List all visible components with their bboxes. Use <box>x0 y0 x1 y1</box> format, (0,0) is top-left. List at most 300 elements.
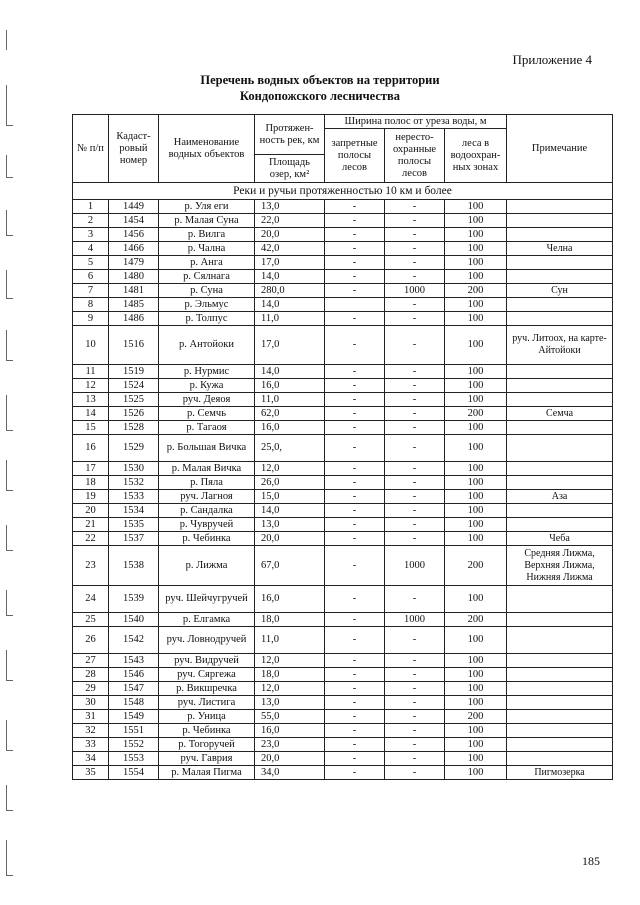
water-protection-width: 100 <box>445 214 507 228</box>
forbidden-width: - <box>325 379 385 393</box>
note: Средняя Лижма, Верхняя Лижма, Нижняя Лижма <box>507 546 613 586</box>
forbidden-width <box>325 298 385 312</box>
water-object-name: р. Чална <box>159 242 255 256</box>
row-number: 16 <box>73 435 109 462</box>
row-number: 19 <box>73 490 109 504</box>
forbidden-width: - <box>325 284 385 298</box>
water-object-name: р. Толпус <box>159 312 255 326</box>
spawning-width: - <box>385 490 445 504</box>
water-protection-width: 100 <box>445 476 507 490</box>
row-number: 1 <box>73 200 109 214</box>
forbidden-width: - <box>325 393 385 407</box>
table-row <box>73 214 613 228</box>
river-length: 34,0 <box>255 766 325 780</box>
forbidden-width: - <box>325 627 385 654</box>
spawning-width: - <box>385 766 445 780</box>
water-object-name: р. Лижма <box>159 546 255 586</box>
spawning-width: - <box>385 518 445 532</box>
cadastral-number: 1543 <box>109 654 159 668</box>
note <box>507 586 613 613</box>
water-object-name: р. Сялнага <box>159 270 255 284</box>
section-row <box>73 183 613 200</box>
spawning-width: - <box>385 682 445 696</box>
row-number: 13 <box>73 393 109 407</box>
river-length: 18,0 <box>255 613 325 627</box>
table-row <box>73 613 613 627</box>
water-protection-width: 100 <box>445 490 507 504</box>
river-length: 20,0 <box>255 532 325 546</box>
cadastral-number: 1528 <box>109 421 159 435</box>
water-object-name: р. Чебинка <box>159 724 255 738</box>
note <box>507 696 613 710</box>
title-line-2: Кондопожского лесничества <box>239 89 401 103</box>
water-object-name: р. Нурмис <box>159 365 255 379</box>
water-object-name: р. Кужа <box>159 379 255 393</box>
table-row <box>73 462 613 476</box>
forbidden-width: - <box>325 256 385 270</box>
cadastral-number: 1547 <box>109 682 159 696</box>
spawning-width: - <box>385 407 445 421</box>
table-row <box>73 379 613 393</box>
note <box>507 256 613 270</box>
cadastral-number: 1538 <box>109 546 159 586</box>
note <box>507 214 613 228</box>
row-number: 17 <box>73 462 109 476</box>
river-length: 26,0 <box>255 476 325 490</box>
note <box>507 298 613 312</box>
table-row <box>73 284 613 298</box>
water-object-name: руч. Шейчугручей <box>159 586 255 613</box>
river-length: 62,0 <box>255 407 325 421</box>
row-number: 5 <box>73 256 109 270</box>
spawning-width: - <box>385 654 445 668</box>
cadastral-number: 1533 <box>109 490 159 504</box>
water-protection-width: 100 <box>445 421 507 435</box>
note <box>507 504 613 518</box>
cadastral-number: 1537 <box>109 532 159 546</box>
river-length: 17,0 <box>255 326 325 365</box>
row-number: 8 <box>73 298 109 312</box>
water-object-name: р. Сандалка <box>159 504 255 518</box>
spawning-width: - <box>385 379 445 393</box>
river-length: 15,0 <box>255 490 325 504</box>
river-length: 55,0 <box>255 710 325 724</box>
spawning-width: - <box>385 627 445 654</box>
water-object-name: руч. Деяоя <box>159 393 255 407</box>
river-length: 280,0 <box>255 284 325 298</box>
row-number: 21 <box>73 518 109 532</box>
spawning-width: - <box>385 214 445 228</box>
water-object-name: р. Уля еги <box>159 200 255 214</box>
cadastral-number: 1479 <box>109 256 159 270</box>
cadastral-number: 1519 <box>109 365 159 379</box>
table-row <box>73 407 613 421</box>
water-object-name: р. Суна <box>159 284 255 298</box>
table-row <box>73 228 613 242</box>
forbidden-width: - <box>325 668 385 682</box>
forbidden-width: - <box>325 490 385 504</box>
cadastral-number: 1530 <box>109 462 159 476</box>
water-object-name: р. Малая Вичка <box>159 462 255 476</box>
forbidden-width: - <box>325 504 385 518</box>
water-protection-width: 100 <box>445 379 507 393</box>
table-row <box>73 476 613 490</box>
river-length: 11,0 <box>255 627 325 654</box>
spawning-width: - <box>385 668 445 682</box>
water-protection-width: 100 <box>445 256 507 270</box>
water-protection-width: 100 <box>445 738 507 752</box>
note <box>507 724 613 738</box>
document-title <box>0 72 640 104</box>
water-object-name: р. Чувручей <box>159 518 255 532</box>
spawning-width: - <box>385 242 445 256</box>
note <box>507 435 613 462</box>
forbidden-width: - <box>325 532 385 546</box>
row-number: 12 <box>73 379 109 393</box>
cadastral-number: 1480 <box>109 270 159 284</box>
spawning-width: - <box>385 200 445 214</box>
row-number: 33 <box>73 738 109 752</box>
title-line-1: Перечень водных объектов на территории <box>200 73 440 87</box>
cadastral-number: 1539 <box>109 586 159 613</box>
cadastral-number: 1526 <box>109 407 159 421</box>
water-object-name: р. Эльмус <box>159 298 255 312</box>
water-protection-width: 100 <box>445 365 507 379</box>
table-row <box>73 298 613 312</box>
table-row <box>73 200 613 214</box>
water-object-name: р. Чебинка <box>159 532 255 546</box>
cadastral-number: 1449 <box>109 200 159 214</box>
cadastral-number: 1542 <box>109 627 159 654</box>
river-length: 16,0 <box>255 379 325 393</box>
cadastral-number: 1485 <box>109 298 159 312</box>
forbidden-width: - <box>325 270 385 284</box>
row-number: 29 <box>73 682 109 696</box>
row-number: 10 <box>73 326 109 365</box>
cadastral-number: 1466 <box>109 242 159 256</box>
note <box>507 682 613 696</box>
row-number: 23 <box>73 546 109 586</box>
binding-marks <box>6 30 18 880</box>
header-forbidden: запретные полосы лесов <box>325 129 385 183</box>
river-length: 12,0 <box>255 682 325 696</box>
river-length: 16,0 <box>255 421 325 435</box>
header-width-group: Ширина полос от уреза воды, м <box>325 115 507 129</box>
water-object-name: р. Анга <box>159 256 255 270</box>
water-object-name: р. Уница <box>159 710 255 724</box>
table-row <box>73 365 613 379</box>
forbidden-width: - <box>325 738 385 752</box>
river-length: 67,0 <box>255 546 325 586</box>
table-row <box>73 256 613 270</box>
river-length: 16,0 <box>255 724 325 738</box>
water-objects-table <box>72 114 613 780</box>
row-number: 27 <box>73 654 109 668</box>
note <box>507 365 613 379</box>
note: Аза <box>507 490 613 504</box>
water-protection-width: 100 <box>445 504 507 518</box>
cadastral-number: 1486 <box>109 312 159 326</box>
note <box>507 613 613 627</box>
note <box>507 654 613 668</box>
note <box>507 270 613 284</box>
water-object-name: р. Тагаоя <box>159 421 255 435</box>
water-protection-width: 100 <box>445 627 507 654</box>
header-spawning: нересто-охранные полосы лесов <box>385 129 445 183</box>
table-row <box>73 710 613 724</box>
note: Семча <box>507 407 613 421</box>
table-row <box>73 766 613 780</box>
table-row <box>73 738 613 752</box>
river-length: 23,0 <box>255 738 325 752</box>
forbidden-width: - <box>325 200 385 214</box>
row-number: 30 <box>73 696 109 710</box>
header-area: Площадь озер, км² <box>255 155 325 183</box>
spawning-width: - <box>385 462 445 476</box>
note <box>507 312 613 326</box>
row-number: 28 <box>73 668 109 682</box>
row-number: 31 <box>73 710 109 724</box>
cadastral-number: 1532 <box>109 476 159 490</box>
water-protection-width: 100 <box>445 682 507 696</box>
header-note: Примечание <box>507 115 613 183</box>
row-number: 35 <box>73 766 109 780</box>
row-number: 9 <box>73 312 109 326</box>
cadastral-number: 1551 <box>109 724 159 738</box>
forbidden-width: - <box>325 724 385 738</box>
spawning-width: - <box>385 752 445 766</box>
table-row <box>73 696 613 710</box>
forbidden-width: - <box>325 326 385 365</box>
spawning-width: - <box>385 532 445 546</box>
water-object-name: руч. Листига <box>159 696 255 710</box>
table-row <box>73 326 613 365</box>
river-length: 14,0 <box>255 504 325 518</box>
row-number: 32 <box>73 724 109 738</box>
water-protection-width: 100 <box>445 724 507 738</box>
cadastral-number: 1535 <box>109 518 159 532</box>
forbidden-width: - <box>325 462 385 476</box>
river-length: 25,0, <box>255 435 325 462</box>
note <box>507 752 613 766</box>
river-length: 42,0 <box>255 242 325 256</box>
water-protection-width: 100 <box>445 654 507 668</box>
spawning-width: - <box>385 228 445 242</box>
table-row <box>73 421 613 435</box>
spawning-width: - <box>385 586 445 613</box>
note: Челна <box>507 242 613 256</box>
cadastral-number: 1529 <box>109 435 159 462</box>
river-length: 12,0 <box>255 462 325 476</box>
row-number: 20 <box>73 504 109 518</box>
row-number: 4 <box>73 242 109 256</box>
spawning-width: - <box>385 326 445 365</box>
water-protection-width: 100 <box>445 435 507 462</box>
river-length: 22,0 <box>255 214 325 228</box>
river-length: 16,0 <box>255 586 325 613</box>
water-object-name: р. Викшречка <box>159 682 255 696</box>
forbidden-width: - <box>325 214 385 228</box>
water-protection-width: 100 <box>445 326 507 365</box>
water-protection-width: 100 <box>445 752 507 766</box>
spawning-width: - <box>385 504 445 518</box>
water-object-name: р. Вилга <box>159 228 255 242</box>
note <box>507 462 613 476</box>
water-protection-width: 200 <box>445 546 507 586</box>
note <box>507 200 613 214</box>
cadastral-number: 1540 <box>109 613 159 627</box>
water-protection-width: 100 <box>445 312 507 326</box>
table-row <box>73 435 613 462</box>
forbidden-width: - <box>325 476 385 490</box>
cadastral-number: 1546 <box>109 668 159 682</box>
water-protection-width: 200 <box>445 284 507 298</box>
river-length: 11,0 <box>255 312 325 326</box>
water-protection-width: 100 <box>445 242 507 256</box>
row-number: 18 <box>73 476 109 490</box>
spawning-width: 1000 <box>385 284 445 298</box>
river-length: 20,0 <box>255 228 325 242</box>
cadastral-number: 1549 <box>109 710 159 724</box>
note: руч. Литоох, на карте-Айтойоки <box>507 326 613 365</box>
table-row <box>73 752 613 766</box>
forbidden-width: - <box>325 710 385 724</box>
water-object-name: руч. Видручей <box>159 654 255 668</box>
water-object-name: р. Пяла <box>159 476 255 490</box>
table-row <box>73 586 613 613</box>
row-number: 7 <box>73 284 109 298</box>
table-row <box>73 668 613 682</box>
forbidden-width: - <box>325 682 385 696</box>
table-row <box>73 654 613 668</box>
note <box>507 421 613 435</box>
water-object-name: р. Семчь <box>159 407 255 421</box>
spawning-width: - <box>385 393 445 407</box>
water-protection-width: 100 <box>445 668 507 682</box>
note <box>507 738 613 752</box>
spawning-width: - <box>385 298 445 312</box>
water-protection-width: 100 <box>445 766 507 780</box>
note <box>507 668 613 682</box>
forbidden-width: - <box>325 766 385 780</box>
table-row <box>73 518 613 532</box>
row-number: 11 <box>73 365 109 379</box>
header-cadastral: Кадаст-ровый номер <box>109 115 159 183</box>
water-protection-width: 100 <box>445 200 507 214</box>
spawning-width: - <box>385 724 445 738</box>
spawning-width: - <box>385 256 445 270</box>
table-row <box>73 312 613 326</box>
note: Пигмозерка <box>507 766 613 780</box>
row-number: 2 <box>73 214 109 228</box>
water-object-name: р. Елгамка <box>159 613 255 627</box>
forbidden-width: - <box>325 407 385 421</box>
header-length: Протяжен-ность рек, км <box>255 115 325 155</box>
forbidden-width: - <box>325 228 385 242</box>
water-protection-width: 100 <box>445 586 507 613</box>
water-object-name: руч. Лагноя <box>159 490 255 504</box>
water-protection-width: 100 <box>445 462 507 476</box>
forbidden-width: - <box>325 421 385 435</box>
note <box>507 228 613 242</box>
table-row <box>73 627 613 654</box>
water-protection-width: 200 <box>445 710 507 724</box>
cadastral-number: 1554 <box>109 766 159 780</box>
section-title: Реки и ручьи протяженностью 10 км и более <box>73 183 613 200</box>
note: Чеба <box>507 532 613 546</box>
water-protection-width: 100 <box>445 393 507 407</box>
river-length: 17,0 <box>255 256 325 270</box>
row-number: 25 <box>73 613 109 627</box>
header-num: № п/п <box>73 115 109 183</box>
note <box>507 393 613 407</box>
cadastral-number: 1553 <box>109 752 159 766</box>
river-length: 14,0 <box>255 270 325 284</box>
water-object-name: руч. Ловнодручей <box>159 627 255 654</box>
row-number: 6 <box>73 270 109 284</box>
page-number: 185 <box>582 854 600 868</box>
water-object-name: р. Тогоручей <box>159 738 255 752</box>
forbidden-width: - <box>325 546 385 586</box>
row-number: 15 <box>73 421 109 435</box>
spawning-width: - <box>385 365 445 379</box>
water-protection-width: 200 <box>445 407 507 421</box>
river-length: 14,0 <box>255 298 325 312</box>
table-row <box>73 393 613 407</box>
spawning-width: - <box>385 270 445 284</box>
cadastral-number: 1534 <box>109 504 159 518</box>
river-length: 12,0 <box>255 654 325 668</box>
table-row <box>73 532 613 546</box>
header-name: Наименование водных объектов <box>159 115 255 183</box>
table-row <box>73 270 613 284</box>
water-object-name: р. Малая Пигма <box>159 766 255 780</box>
table-row <box>73 682 613 696</box>
water-object-name: руч. Гаврия <box>159 752 255 766</box>
row-number: 22 <box>73 532 109 546</box>
header-water-protection: леса в водоохран-ных зонах <box>445 129 507 183</box>
water-protection-width: 100 <box>445 298 507 312</box>
row-number: 34 <box>73 752 109 766</box>
cadastral-number: 1456 <box>109 228 159 242</box>
forbidden-width: - <box>325 696 385 710</box>
table-row <box>73 724 613 738</box>
spawning-width: - <box>385 738 445 752</box>
forbidden-width: - <box>325 654 385 668</box>
note: Сун <box>507 284 613 298</box>
cadastral-number: 1524 <box>109 379 159 393</box>
spawning-width: - <box>385 696 445 710</box>
river-length: 18,0 <box>255 668 325 682</box>
forbidden-width: - <box>325 435 385 462</box>
spawning-width: - <box>385 435 445 462</box>
cadastral-number: 1454 <box>109 214 159 228</box>
note <box>507 627 613 654</box>
water-protection-width: 100 <box>445 518 507 532</box>
water-protection-width: 100 <box>445 270 507 284</box>
spawning-width: 1000 <box>385 613 445 627</box>
table-row <box>73 242 613 256</box>
river-length: 11,0 <box>255 393 325 407</box>
table-row <box>73 490 613 504</box>
river-length: 13,0 <box>255 696 325 710</box>
note <box>507 710 613 724</box>
forbidden-width: - <box>325 365 385 379</box>
river-length: 13,0 <box>255 518 325 532</box>
water-protection-width: 100 <box>445 696 507 710</box>
spawning-width: - <box>385 312 445 326</box>
spawning-width: - <box>385 421 445 435</box>
